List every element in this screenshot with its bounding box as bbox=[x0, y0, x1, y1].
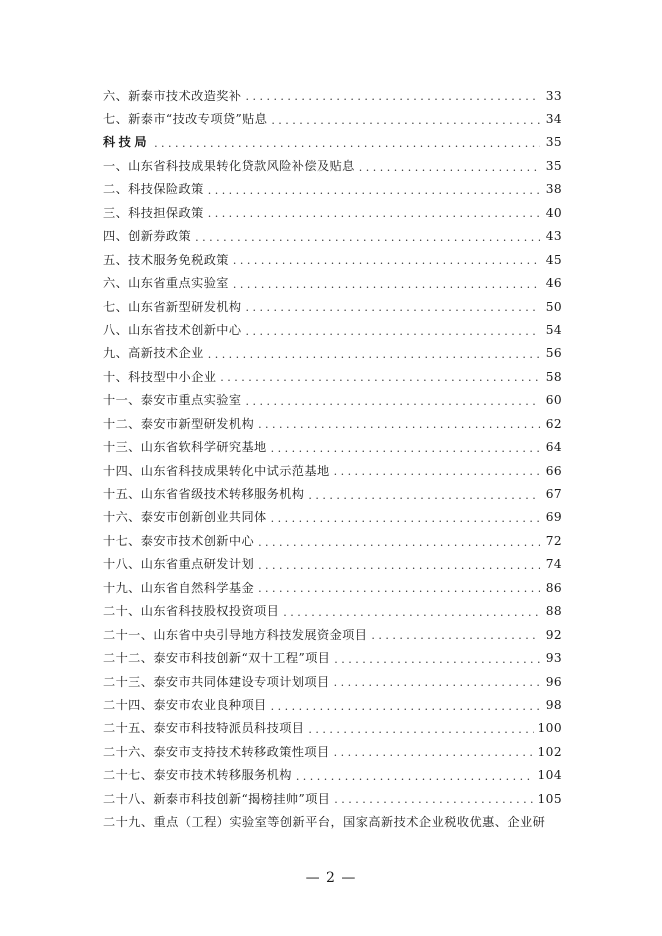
toc-entry-title: 六、山东省重点实验室 bbox=[103, 276, 229, 291]
toc-entry-title: 五、技术服务免税政策 bbox=[103, 252, 229, 267]
toc-entry[interactable] bbox=[103, 600, 562, 623]
toc-entry-page: 104 bbox=[537, 768, 562, 783]
toc-entry[interactable] bbox=[103, 412, 562, 435]
dot-leader bbox=[334, 677, 540, 688]
toc-entry[interactable] bbox=[103, 647, 562, 670]
toc-entry-title: 二十九、重点（工程）实验室等创新平台，国家高新技术企业税收优惠、企业研 bbox=[103, 815, 546, 830]
toc-entry[interactable] bbox=[103, 365, 562, 388]
toc-entry-title: 二十八、新泰市科技创新“揭榜挂帅”项目 bbox=[103, 791, 331, 806]
toc-entry-title: 一、山东省科技成果转化贷款风险补偿及贴息 bbox=[103, 158, 355, 173]
toc-entry[interactable] bbox=[103, 693, 562, 716]
toc-entry-title: 二十六、泰安市支持技术转移政策性项目 bbox=[103, 744, 330, 759]
toc-entry[interactable] bbox=[103, 764, 562, 787]
toc-entry[interactable] bbox=[103, 248, 562, 271]
toc-entry-continued[interactable] bbox=[103, 811, 562, 834]
dot-leader bbox=[258, 537, 540, 548]
toc-entry-page: 74 bbox=[545, 557, 562, 572]
toc-entry-page: 64 bbox=[545, 440, 562, 455]
dot-leader bbox=[271, 701, 540, 712]
toc-entry-title: 十二、泰安市新型研发机构 bbox=[103, 416, 255, 431]
toc-entry[interactable] bbox=[103, 201, 562, 224]
dot-leader bbox=[258, 583, 540, 594]
toc-entry[interactable] bbox=[103, 529, 562, 552]
toc-entry[interactable] bbox=[103, 482, 562, 505]
toc-entry[interactable] bbox=[103, 740, 562, 763]
toc-entry-page: 35 bbox=[545, 135, 562, 150]
toc-entry-title: 十九、山东省自然科学基金 bbox=[103, 580, 255, 595]
toc-entry-title: 十三、山东省软科学研究基地 bbox=[103, 440, 267, 455]
toc-entry-title: 十六、泰安市创新创业共同体 bbox=[103, 510, 267, 525]
dot-leader bbox=[258, 560, 540, 571]
toc-entry-page: 58 bbox=[545, 369, 562, 384]
toc-entry-title: 二十四、泰安市农业良种项目 bbox=[103, 697, 267, 712]
toc-entry-page: 86 bbox=[545, 580, 562, 595]
toc-entry[interactable] bbox=[103, 553, 562, 576]
toc-entry[interactable] bbox=[103, 670, 562, 693]
toc-entry-page: 50 bbox=[545, 299, 562, 314]
dot-leader bbox=[220, 372, 540, 383]
toc-entry[interactable] bbox=[103, 717, 562, 740]
toc-entry[interactable] bbox=[103, 576, 562, 599]
dot-leader bbox=[245, 91, 540, 102]
toc-entry-page: 100 bbox=[537, 721, 562, 736]
toc-entry-page: 38 bbox=[545, 182, 562, 197]
page-number: — 2 — bbox=[305, 870, 357, 886]
toc-entry-page: 45 bbox=[545, 252, 562, 267]
toc-entry-title: 四、创新券政策 bbox=[103, 229, 192, 244]
toc-entry-page: 54 bbox=[545, 322, 562, 337]
dot-leader bbox=[233, 279, 540, 290]
toc-entry-title: 十、科技型中小企业 bbox=[103, 369, 217, 384]
toc-entry-page: 46 bbox=[545, 276, 562, 291]
toc-entry-title: 二十、山东省科技股权投资项目 bbox=[103, 604, 280, 619]
dot-leader bbox=[334, 466, 540, 477]
dot-leader bbox=[245, 302, 540, 313]
toc-entry-title: 七、山东省新型研发机构 bbox=[103, 299, 242, 314]
toc-entry-title: 二十二、泰安市科技创新“双十工程”项目 bbox=[103, 651, 331, 666]
toc-entry-page: 102 bbox=[537, 744, 562, 759]
toc-entry-title: 六、新泰市技术改造奖补 bbox=[103, 88, 242, 103]
dot-leader bbox=[334, 654, 540, 665]
dot-leader bbox=[271, 513, 540, 524]
dot-leader bbox=[208, 208, 540, 219]
toc-entry[interactable] bbox=[103, 506, 562, 529]
toc-entry-page: 67 bbox=[545, 487, 562, 502]
toc-section-title: 科技局 bbox=[103, 135, 151, 150]
toc-entry-page: 88 bbox=[545, 604, 562, 619]
toc-entry-page: 96 bbox=[545, 674, 562, 689]
dot-leader bbox=[208, 349, 540, 360]
dot-leader bbox=[283, 607, 540, 618]
dot-leader bbox=[195, 232, 540, 243]
toc-entry[interactable] bbox=[103, 623, 562, 646]
toc-entry-page: 34 bbox=[545, 112, 562, 127]
toc-entry[interactable] bbox=[103, 295, 562, 318]
toc-entry-title: 七、新泰市“技改专项贷”贴息 bbox=[103, 112, 268, 127]
toc-entry-page: 60 bbox=[545, 393, 562, 408]
toc-entry[interactable] bbox=[103, 342, 562, 365]
toc-entry-title: 二、科技保险政策 bbox=[103, 182, 204, 197]
toc-entry[interactable] bbox=[103, 178, 562, 201]
toc-entry-title: 八、山东省技术创新中心 bbox=[103, 322, 242, 337]
dot-leader bbox=[271, 443, 540, 454]
toc-entry-title: 二十一、山东省中央引导地方科技发展资金项目 bbox=[103, 627, 368, 642]
toc-entry[interactable] bbox=[103, 459, 562, 482]
toc-entry[interactable] bbox=[103, 787, 562, 810]
dot-leader bbox=[233, 255, 540, 266]
toc-entry-title: 二十七、泰安市技术转移服务机构 bbox=[103, 768, 292, 783]
toc-entry-page: 43 bbox=[545, 229, 562, 244]
toc-entry-title: 二十五、泰安市科技特派员科技项目 bbox=[103, 721, 305, 736]
dot-leader bbox=[334, 794, 533, 805]
toc-entry[interactable] bbox=[103, 389, 562, 412]
toc-entry-title: 十五、山东省省级技术转移服务机构 bbox=[103, 487, 305, 502]
toc-entry[interactable] bbox=[103, 154, 562, 177]
toc-entry-page: 93 bbox=[545, 651, 562, 666]
toc-entry-page: 35 bbox=[545, 158, 562, 173]
toc-entry-page: 62 bbox=[545, 416, 562, 431]
dot-leader bbox=[359, 162, 540, 173]
toc-entry-page: 56 bbox=[545, 346, 562, 361]
dot-leader bbox=[371, 630, 540, 641]
toc-section-heading[interactable] bbox=[103, 131, 562, 154]
toc-entry[interactable] bbox=[103, 318, 562, 341]
dot-leader bbox=[245, 396, 540, 407]
toc-entry[interactable] bbox=[103, 436, 562, 459]
toc-entry-title: 十七、泰安市技术创新中心 bbox=[103, 533, 255, 548]
toc-entry-title: 九、高新技术企业 bbox=[103, 346, 204, 361]
toc-entry-title: 十四、山东省科技成果转化中试示范基地 bbox=[103, 463, 330, 478]
toc-entry-page: 105 bbox=[537, 791, 562, 806]
toc-entry-title: 十一、泰安市重点实验室 bbox=[103, 393, 242, 408]
toc-entry[interactable] bbox=[103, 107, 562, 130]
toc-entry-title: 十八、山东省重点研发计划 bbox=[103, 557, 255, 572]
dot-leader bbox=[245, 326, 540, 337]
dot-leader bbox=[208, 185, 540, 196]
dot-leader bbox=[296, 771, 534, 782]
toc-entry-page: 69 bbox=[545, 510, 562, 525]
toc-entry-page: 72 bbox=[545, 533, 562, 548]
toc-entry-page: 33 bbox=[545, 88, 562, 103]
dot-leader bbox=[271, 115, 540, 126]
toc-entry-page: 92 bbox=[545, 627, 562, 642]
toc-entry[interactable] bbox=[103, 272, 562, 295]
dot-leader bbox=[258, 419, 540, 430]
dot-leader bbox=[308, 724, 533, 735]
dot-leader bbox=[154, 138, 540, 149]
toc-entry-title: 三、科技担保政策 bbox=[103, 205, 204, 220]
toc-entry[interactable] bbox=[103, 84, 562, 107]
dot-leader bbox=[334, 747, 534, 758]
toc-entry-page: 40 bbox=[545, 205, 562, 220]
table-of-contents bbox=[103, 84, 562, 834]
dot-leader bbox=[308, 490, 540, 501]
toc-entry-page: 66 bbox=[545, 463, 562, 478]
toc-entry-title: 二十三、泰安市共同体建设专项计划项目 bbox=[103, 674, 330, 689]
toc-entry-page: 98 bbox=[545, 697, 562, 712]
toc-entry[interactable] bbox=[103, 225, 562, 248]
